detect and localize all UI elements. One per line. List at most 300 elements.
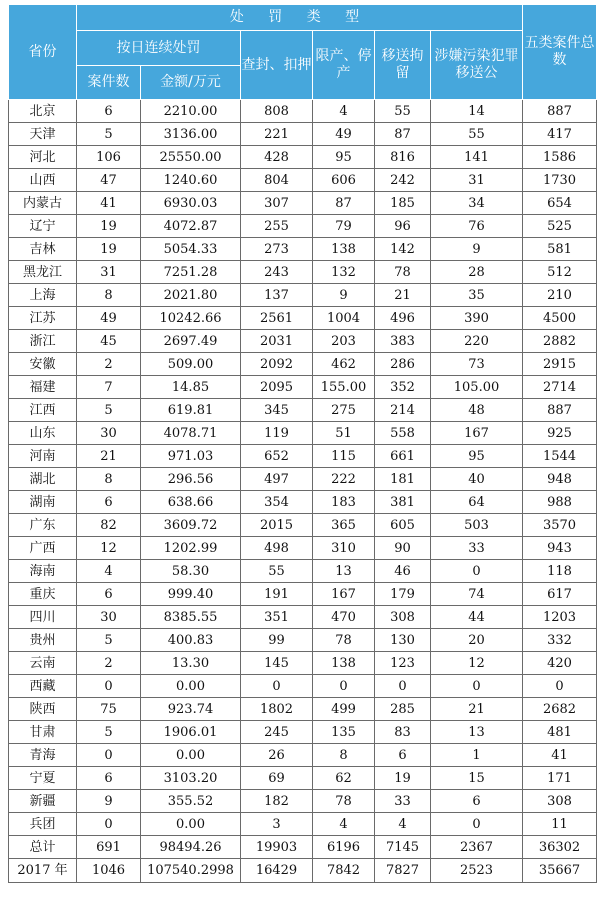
limit-cell: 87: [313, 192, 375, 215]
crime-cell: 0: [431, 560, 523, 583]
seal-cell: 255: [241, 215, 313, 238]
total-cell: 654: [523, 192, 597, 215]
detain-cell: 661: [375, 445, 431, 468]
amount-cell: 8385.55: [141, 606, 241, 629]
crime-cell: 48: [431, 399, 523, 422]
total-cell: 332: [523, 629, 597, 652]
crime-cell: 76: [431, 215, 523, 238]
limit-cell: 1004: [313, 307, 375, 330]
table-row: [9, 445, 597, 468]
limit-cell: 606: [313, 169, 375, 192]
cases-cell: 6: [77, 767, 141, 790]
crime-cell: 20: [431, 629, 523, 652]
detain-cell: 381: [375, 491, 431, 514]
detain-cell: 383: [375, 330, 431, 353]
header-penalty-type: 处 罚 类 型: [77, 5, 523, 31]
total-cell: 210: [523, 284, 597, 307]
amount-cell: 3609.72: [141, 514, 241, 537]
limit-cell: 4: [313, 813, 375, 836]
seal-cell: 2095: [241, 376, 313, 399]
limit-cell: 167: [313, 583, 375, 606]
seal-cell: 2031: [241, 330, 313, 353]
table-row: [9, 146, 597, 169]
seal-cell: 55: [241, 560, 313, 583]
crime-cell: 2523: [431, 859, 523, 883]
cases-cell: 30: [77, 422, 141, 445]
table-row: [9, 491, 597, 514]
province-cell: 上海: [9, 284, 77, 307]
amount-cell: 923.74: [141, 698, 241, 721]
header-detain: 移送拘留: [375, 31, 431, 100]
seal-cell: 1802: [241, 698, 313, 721]
total-cell: 420: [523, 652, 597, 675]
detain-cell: 55: [375, 100, 431, 123]
total-cell: 417: [523, 123, 597, 146]
detain-cell: 87: [375, 123, 431, 146]
province-cell: 内蒙古: [9, 192, 77, 215]
total-cell: 887: [523, 100, 597, 123]
cases-cell: 106: [77, 146, 141, 169]
seal-cell: 428: [241, 146, 313, 169]
amount-cell: 999.40: [141, 583, 241, 606]
province-cell: 福建: [9, 376, 77, 399]
seal-cell: 808: [241, 100, 313, 123]
amount-cell: 0.00: [141, 744, 241, 767]
amount-cell: 355.52: [141, 790, 241, 813]
limit-cell: 138: [313, 652, 375, 675]
header-crime-transfer: 涉嫌污染犯罪移送公: [431, 31, 523, 100]
detain-cell: 4: [375, 813, 431, 836]
table-row: [9, 238, 597, 261]
seal-cell: 497: [241, 468, 313, 491]
detain-cell: 308: [375, 606, 431, 629]
detain-cell: 123: [375, 652, 431, 675]
seal-cell: 243: [241, 261, 313, 284]
detain-cell: 142: [375, 238, 431, 261]
province-cell: 四川: [9, 606, 77, 629]
table-row: [9, 100, 597, 123]
detain-cell: 7145: [375, 836, 431, 859]
province-cell: 总计: [9, 836, 77, 859]
table-row: [9, 307, 597, 330]
limit-cell: 115: [313, 445, 375, 468]
seal-cell: 354: [241, 491, 313, 514]
table-row: [9, 123, 597, 146]
seal-cell: 804: [241, 169, 313, 192]
cases-cell: 2: [77, 652, 141, 675]
detain-cell: 33: [375, 790, 431, 813]
limit-cell: 62: [313, 767, 375, 790]
limit-cell: 8: [313, 744, 375, 767]
total-cell: 171: [523, 767, 597, 790]
crime-cell: 13: [431, 721, 523, 744]
amount-cell: 0.00: [141, 675, 241, 698]
seal-cell: 2015: [241, 514, 313, 537]
table-row: [9, 744, 597, 767]
detain-cell: 83: [375, 721, 431, 744]
limit-cell: 135: [313, 721, 375, 744]
province-cell: 甘肃: [9, 721, 77, 744]
province-cell: 山东: [9, 422, 77, 445]
limit-cell: 78: [313, 790, 375, 813]
cases-cell: 6: [77, 100, 141, 123]
header-total-cases: 五类案件总数: [523, 5, 597, 100]
cases-cell: 49: [77, 307, 141, 330]
detain-cell: 96: [375, 215, 431, 238]
limit-cell: 310: [313, 537, 375, 560]
detain-cell: 242: [375, 169, 431, 192]
crime-cell: 40: [431, 468, 523, 491]
seal-cell: 99: [241, 629, 313, 652]
total-cell: 1730: [523, 169, 597, 192]
crime-cell: 167: [431, 422, 523, 445]
province-cell: 宁夏: [9, 767, 77, 790]
province-cell: 江苏: [9, 307, 77, 330]
crime-cell: 55: [431, 123, 523, 146]
crime-cell: 34: [431, 192, 523, 215]
seal-cell: 307: [241, 192, 313, 215]
seal-cell: 245: [241, 721, 313, 744]
total-cell: 11: [523, 813, 597, 836]
amount-cell: 5054.33: [141, 238, 241, 261]
detain-cell: 0: [375, 675, 431, 698]
seal-cell: 26: [241, 744, 313, 767]
table-body: [9, 100, 597, 883]
total-cell: 41: [523, 744, 597, 767]
total-cell: 512: [523, 261, 597, 284]
crime-cell: 390: [431, 307, 523, 330]
table-row: [9, 468, 597, 491]
seal-cell: 145: [241, 652, 313, 675]
detain-cell: 214: [375, 399, 431, 422]
detain-cell: 6: [375, 744, 431, 767]
total-cell: 4500: [523, 307, 597, 330]
amount-cell: 6930.03: [141, 192, 241, 215]
crime-cell: 15: [431, 767, 523, 790]
amount-cell: 400.83: [141, 629, 241, 652]
amount-cell: 58.30: [141, 560, 241, 583]
table-row: [9, 261, 597, 284]
crime-cell: 35: [431, 284, 523, 307]
detain-cell: 90: [375, 537, 431, 560]
cases-cell: 5: [77, 123, 141, 146]
crime-cell: 44: [431, 606, 523, 629]
crime-cell: 0: [431, 675, 523, 698]
cases-cell: 1046: [77, 859, 141, 883]
cases-cell: 45: [77, 330, 141, 353]
cases-cell: 6: [77, 583, 141, 606]
amount-cell: 971.03: [141, 445, 241, 468]
table-row: [9, 215, 597, 238]
province-cell: 广西: [9, 537, 77, 560]
table-row: [9, 399, 597, 422]
detain-cell: 496: [375, 307, 431, 330]
cases-cell: 2: [77, 353, 141, 376]
cases-cell: 0: [77, 813, 141, 836]
amount-cell: 4072.87: [141, 215, 241, 238]
province-cell: 2017 年: [9, 859, 77, 883]
cases-cell: 0: [77, 675, 141, 698]
limit-cell: 49: [313, 123, 375, 146]
seal-cell: 19903: [241, 836, 313, 859]
seal-cell: 119: [241, 422, 313, 445]
table-row: [9, 790, 597, 813]
province-cell: 兵团: [9, 813, 77, 836]
crime-cell: 73: [431, 353, 523, 376]
total-cell: 988: [523, 491, 597, 514]
seal-cell: 3: [241, 813, 313, 836]
detain-cell: 181: [375, 468, 431, 491]
amount-cell: 98494.26: [141, 836, 241, 859]
seal-cell: 182: [241, 790, 313, 813]
crime-cell: 6: [431, 790, 523, 813]
province-cell: 西藏: [9, 675, 77, 698]
limit-cell: 275: [313, 399, 375, 422]
crime-cell: 141: [431, 146, 523, 169]
seal-cell: 345: [241, 399, 313, 422]
crime-cell: 28: [431, 261, 523, 284]
cases-cell: 8: [77, 468, 141, 491]
seal-cell: 191: [241, 583, 313, 606]
limit-cell: 470: [313, 606, 375, 629]
province-cell: 黑龙江: [9, 261, 77, 284]
cases-cell: 6: [77, 491, 141, 514]
table-row: [9, 698, 597, 721]
seal-cell: 2092: [241, 353, 313, 376]
province-cell: 浙江: [9, 330, 77, 353]
amount-cell: 7251.28: [141, 261, 241, 284]
crime-cell: 0: [431, 813, 523, 836]
amount-cell: 4078.71: [141, 422, 241, 445]
cases-cell: 47: [77, 169, 141, 192]
penalty-statistics-table: [8, 4, 597, 883]
cases-cell: 0: [77, 744, 141, 767]
limit-cell: 79: [313, 215, 375, 238]
limit-cell: 13: [313, 560, 375, 583]
amount-cell: 509.00: [141, 353, 241, 376]
seal-cell: 221: [241, 123, 313, 146]
header-limit-stop: 限产、停产: [313, 31, 375, 100]
detain-cell: 558: [375, 422, 431, 445]
amount-cell: 2697.49: [141, 330, 241, 353]
table-header: [9, 5, 597, 100]
total-cell: 948: [523, 468, 597, 491]
table-row: [9, 675, 597, 698]
detain-cell: 46: [375, 560, 431, 583]
cases-cell: 12: [77, 537, 141, 560]
cases-cell: 7: [77, 376, 141, 399]
province-cell: 陕西: [9, 698, 77, 721]
table-row: [9, 376, 597, 399]
province-cell: 辽宁: [9, 215, 77, 238]
total-cell: 481: [523, 721, 597, 744]
cases-cell: 41: [77, 192, 141, 215]
limit-cell: 7842: [313, 859, 375, 883]
limit-cell: 462: [313, 353, 375, 376]
crime-cell: 14: [431, 100, 523, 123]
detain-cell: 78: [375, 261, 431, 284]
cases-cell: 5: [77, 399, 141, 422]
header-province: 省份: [9, 5, 77, 100]
total-cell: 1586: [523, 146, 597, 169]
total-cell: 1544: [523, 445, 597, 468]
detain-cell: 185: [375, 192, 431, 215]
total-cell: 0: [523, 675, 597, 698]
table-row: [9, 422, 597, 445]
total-cell: 617: [523, 583, 597, 606]
amount-cell: 0.00: [141, 813, 241, 836]
province-cell: 湖北: [9, 468, 77, 491]
table-row: [9, 169, 597, 192]
detain-cell: 816: [375, 146, 431, 169]
total-cell: 308: [523, 790, 597, 813]
amount-cell: 619.81: [141, 399, 241, 422]
table-row: [9, 284, 597, 307]
header-daily-penalty: 按日连续处罚: [77, 31, 241, 66]
province-cell: 北京: [9, 100, 77, 123]
table-row: [9, 583, 597, 606]
total-cell: 36302: [523, 836, 597, 859]
cases-cell: 82: [77, 514, 141, 537]
total-cell: 2882: [523, 330, 597, 353]
limit-cell: 95: [313, 146, 375, 169]
province-cell: 安徽: [9, 353, 77, 376]
amount-cell: 25550.00: [141, 146, 241, 169]
detain-cell: 286: [375, 353, 431, 376]
amount-cell: 296.56: [141, 468, 241, 491]
cases-cell: 19: [77, 238, 141, 261]
table-row: [9, 192, 597, 215]
limit-cell: 203: [313, 330, 375, 353]
crime-cell: 64: [431, 491, 523, 514]
total-cell: 2682: [523, 698, 597, 721]
header-case-count: 案件数: [77, 66, 141, 100]
total-cell: 525: [523, 215, 597, 238]
seal-cell: 351: [241, 606, 313, 629]
table-row: [9, 560, 597, 583]
detain-cell: 19: [375, 767, 431, 790]
limit-cell: 78: [313, 629, 375, 652]
limit-cell: 0: [313, 675, 375, 698]
crime-cell: 1: [431, 744, 523, 767]
crime-cell: 21: [431, 698, 523, 721]
limit-cell: 155.00: [313, 376, 375, 399]
crime-cell: 33: [431, 537, 523, 560]
limit-cell: 4: [313, 100, 375, 123]
table-row: [9, 606, 597, 629]
limit-cell: 365: [313, 514, 375, 537]
limit-cell: 9: [313, 284, 375, 307]
crime-cell: 220: [431, 330, 523, 353]
detain-cell: 179: [375, 583, 431, 606]
total-cell: 118: [523, 560, 597, 583]
total-cell: 581: [523, 238, 597, 261]
amount-cell: 10242.66: [141, 307, 241, 330]
cases-cell: 691: [77, 836, 141, 859]
total-cell: 1203: [523, 606, 597, 629]
crime-cell: 9: [431, 238, 523, 261]
table-row: [9, 353, 597, 376]
table-row: [9, 652, 597, 675]
crime-cell: 31: [431, 169, 523, 192]
seal-cell: 137: [241, 284, 313, 307]
amount-cell: 1202.99: [141, 537, 241, 560]
amount-cell: 1906.01: [141, 721, 241, 744]
cases-cell: 19: [77, 215, 141, 238]
table-row: [9, 629, 597, 652]
seal-cell: 498: [241, 537, 313, 560]
province-cell: 河南: [9, 445, 77, 468]
cases-cell: 4: [77, 560, 141, 583]
header-amount: 金额/万元: [141, 66, 241, 100]
prev-year-row: [9, 859, 597, 883]
limit-cell: 222: [313, 468, 375, 491]
table-row: [9, 514, 597, 537]
detain-cell: 130: [375, 629, 431, 652]
crime-cell: 95: [431, 445, 523, 468]
cases-cell: 8: [77, 284, 141, 307]
cases-cell: 5: [77, 629, 141, 652]
header-seal-seize: 查封、扣押: [241, 31, 313, 100]
limit-cell: 51: [313, 422, 375, 445]
crime-cell: 74: [431, 583, 523, 606]
limit-cell: 138: [313, 238, 375, 261]
seal-cell: 69: [241, 767, 313, 790]
crime-cell: 12: [431, 652, 523, 675]
amount-cell: 107540.2998: [141, 859, 241, 883]
limit-cell: 499: [313, 698, 375, 721]
cases-cell: 9: [77, 790, 141, 813]
cases-cell: 75: [77, 698, 141, 721]
amount-cell: 638.66: [141, 491, 241, 514]
limit-cell: 183: [313, 491, 375, 514]
province-cell: 广东: [9, 514, 77, 537]
total-cell: 887: [523, 399, 597, 422]
amount-cell: 1240.60: [141, 169, 241, 192]
province-cell: 天津: [9, 123, 77, 146]
total-row: [9, 836, 597, 859]
cases-cell: 5: [77, 721, 141, 744]
total-cell: 925: [523, 422, 597, 445]
crime-cell: 2367: [431, 836, 523, 859]
amount-cell: 2210.00: [141, 100, 241, 123]
province-cell: 江西: [9, 399, 77, 422]
total-cell: 2714: [523, 376, 597, 399]
amount-cell: 14.85: [141, 376, 241, 399]
province-cell: 云南: [9, 652, 77, 675]
seal-cell: 652: [241, 445, 313, 468]
table-row: [9, 330, 597, 353]
province-cell: 新疆: [9, 790, 77, 813]
seal-cell: 2561: [241, 307, 313, 330]
limit-cell: 132: [313, 261, 375, 284]
province-cell: 青海: [9, 744, 77, 767]
detain-cell: 7827: [375, 859, 431, 883]
amount-cell: 2021.80: [141, 284, 241, 307]
detain-cell: 352: [375, 376, 431, 399]
table-row: [9, 767, 597, 790]
cases-cell: 31: [77, 261, 141, 284]
penalty-table-container: [8, 4, 596, 883]
total-cell: 35667: [523, 859, 597, 883]
province-cell: 重庆: [9, 583, 77, 606]
detain-cell: 285: [375, 698, 431, 721]
province-cell: 河北: [9, 146, 77, 169]
amount-cell: 13.30: [141, 652, 241, 675]
province-cell: 吉林: [9, 238, 77, 261]
crime-cell: 105.00: [431, 376, 523, 399]
table-row: [9, 721, 597, 744]
